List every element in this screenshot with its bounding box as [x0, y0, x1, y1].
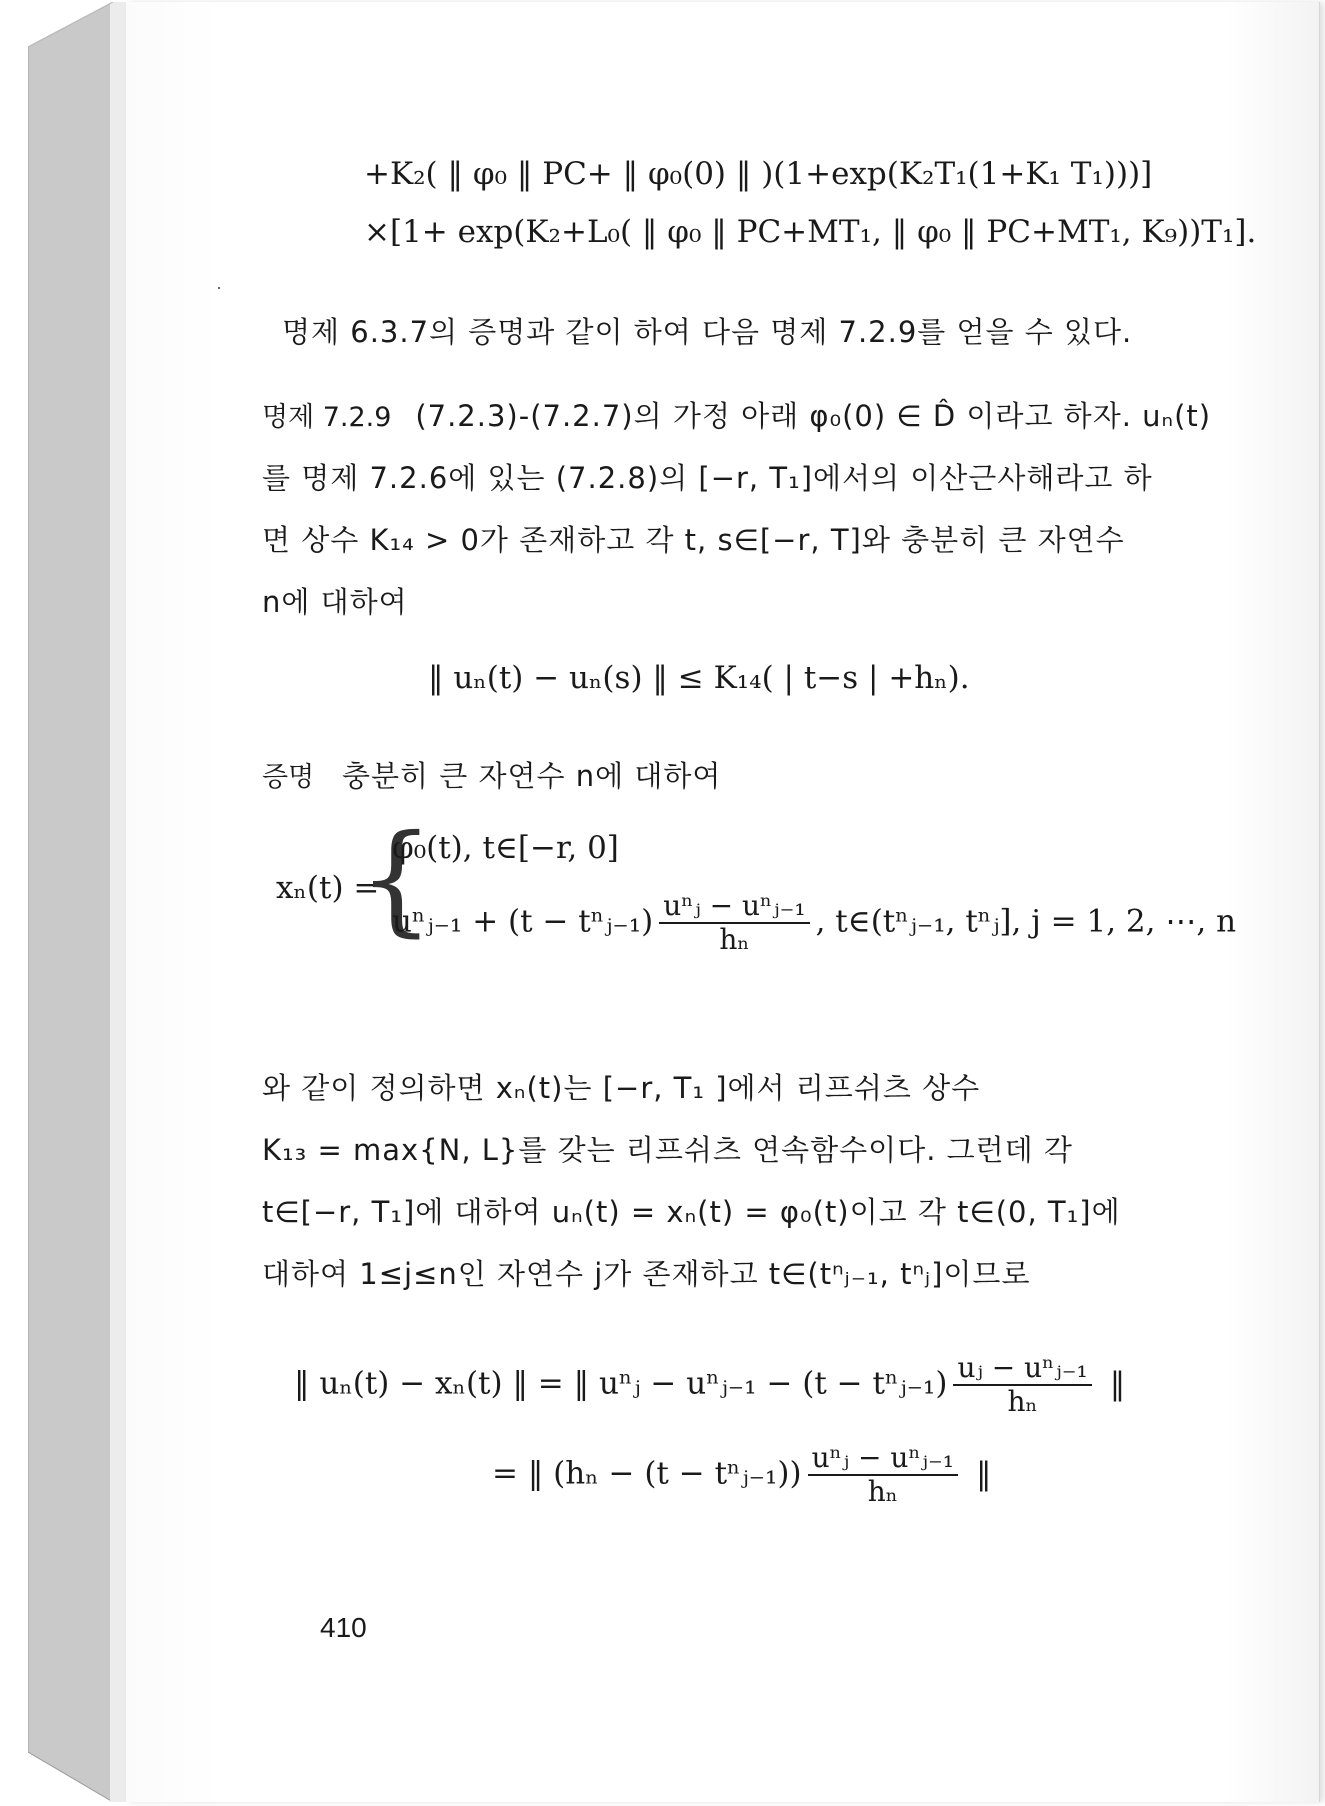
- proposition-line-3: 면 상수 K₁₄ > 0가 존재하고 각 t, s∈[−r, T]와 충분히 큰 자연수: [262, 523, 1125, 557]
- proof-text-4: t∈[−r, T₁]에 대하여 uₙ(t) = xₙ(t) = φ₀(t)이고 각 t∈(0, T₁]에: [262, 1195, 1121, 1229]
- equation-1-fraction: [953, 1352, 1091, 1418]
- case-2-fraction: [659, 890, 809, 956]
- left-brace: {: [358, 810, 435, 949]
- stray-mark: [218, 287, 220, 289]
- equation-2-denominator: hₙ: [867, 1475, 898, 1508]
- equation-2-end: ‖: [975, 1455, 992, 1492]
- proof-text-1: 충분히 큰 자연수 n에 대하여: [342, 759, 722, 793]
- case-2-term: uⁿⱼ₋₁ + (t − tⁿⱼ₋₁): [392, 903, 654, 940]
- proof-line-1: [262, 758, 721, 796]
- proposition-line-2: 를 명제 7.2.6에 있는 (7.2.8)의 [−r, T₁]에서의 이산근사해라고 하: [262, 461, 1153, 495]
- formula-line-2: ×[1+ exp(K₂+L₀( ‖ φ₀ ‖ PC+MT₁, ‖ φ₀ ‖ PC+MT₁, K₉))T₁].: [364, 214, 1257, 250]
- case-2-denominator: hₙ: [719, 923, 750, 956]
- definition-case-2: [392, 890, 1236, 956]
- proposition-inequality: ‖ uₙ(t) − uₙ(s) ‖ ≤ K₁₄( | t−s | +hₙ).: [428, 660, 970, 696]
- proof-text-5: 대하여 1≤j≤n인 자연수 j가 존재하고 t∈(tⁿⱼ₋₁, tⁿⱼ]이므로: [262, 1257, 1031, 1291]
- proposition-label: 명제 7.2.9: [262, 402, 392, 433]
- equation-1-denominator: hₙ: [1007, 1385, 1038, 1418]
- equation-1-lhs: ‖ uₙ(t) − xₙ(t) ‖ = ‖ uⁿⱼ − uⁿⱼ₋₁ − (t − tⁿⱼ₋₁): [294, 1365, 948, 1402]
- equation-1-numerator: uⱼ − uⁿⱼ₋₁: [953, 1352, 1091, 1386]
- definition-case-1: φ₀(t), t∈[−r, 0]: [392, 830, 619, 866]
- page-number: 410: [320, 1612, 367, 1643]
- equation-2-lhs: = ‖ (hₙ − (t − tⁿⱼ₋₁)): [492, 1455, 802, 1492]
- case-2-domain: , t∈(tⁿⱼ₋₁, tⁿⱼ], j = 1, 2, ⋯, n: [815, 903, 1237, 940]
- book-page: [126, 2, 1320, 1802]
- equation-1-end: ‖: [1109, 1365, 1126, 1402]
- book-spine: [28, 2, 128, 1802]
- proof-label: 증명: [262, 762, 315, 793]
- intro-sentence: 명제 6.3.7의 증명과 같이 하여 다음 명제 7.2.9를 얻을 수 있다.: [282, 315, 1133, 349]
- case-2-numerator: uⁿⱼ − uⁿⱼ₋₁: [659, 890, 809, 924]
- proposition-line-1: [262, 398, 1211, 436]
- definition-lhs: xₙ(t) =: [276, 870, 380, 906]
- proposition-line-4: n에 대하여: [262, 585, 408, 619]
- equation-1: [294, 1352, 1125, 1418]
- proof-text-2: 와 같이 정의하면 xₙ(t)는 [−r, T₁ ]에서 리프쉬츠 상수: [262, 1071, 981, 1105]
- equation-2: [492, 1442, 991, 1508]
- equation-2-fraction: [808, 1442, 958, 1508]
- proof-text-3: K₁₃ = max{N, L}를 갖는 리프쉬츠 연속함수이다. 그런데 각: [262, 1133, 1073, 1167]
- formula-line-1: +K₂( ‖ φ₀ ‖ PC+ ‖ φ₀(0) ‖ )(1+exp(K₂T₁(1+K₁ T₁)))]: [364, 156, 1153, 192]
- proposition-text-1: (7.2.3)-(7.2.7)의 가정 아래 φ₀(0) ∈ D̂ 이라고 하자. uₙ(t): [415, 399, 1212, 433]
- equation-2-numerator: uⁿⱼ − uⁿⱼ₋₁: [808, 1442, 958, 1476]
